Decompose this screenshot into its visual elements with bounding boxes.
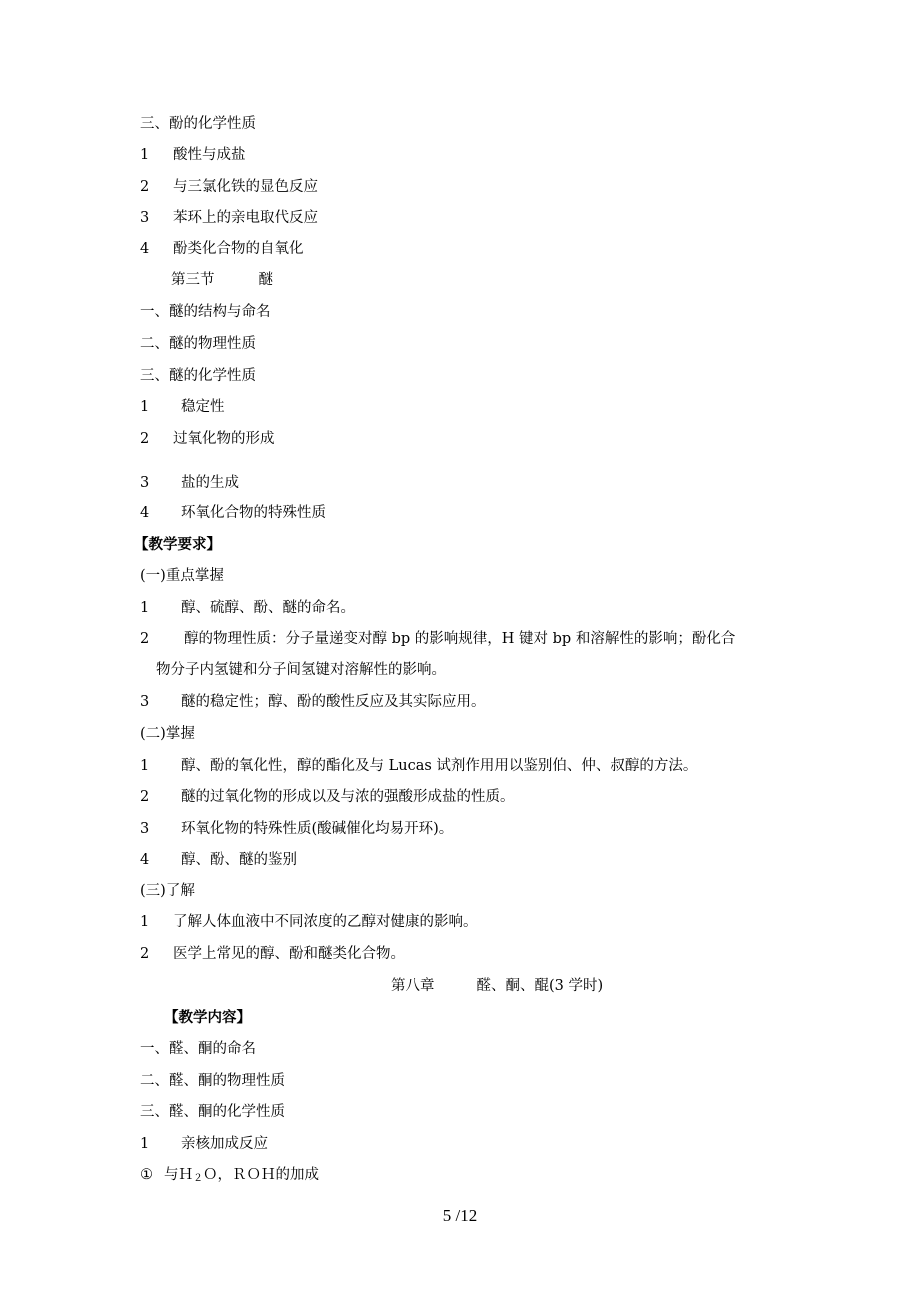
list-item: 1 亲核加成反应 [140,1136,268,1152]
list-item-continuation: 物分子内氢键和分子间氢键对溶解性的影响。 [156,662,446,678]
page-number: 5 /12 [442,1206,478,1225]
subheading-mastery: (二)掌握 [140,726,195,742]
subheading-key-mastery: (一)重点掌握 [140,568,224,584]
heading-aldehyde-naming: 一、醛、酮的命名 [140,1041,256,1057]
list-item: 4 环氧化合物的特殊性质 [140,505,326,521]
heading-teaching-requirements: 【教学要求】 [134,536,221,553]
heading-ether-chemical: 三、醚的化学性质 [140,368,256,384]
heading-ether-structure: 一、醚的结构与命名 [140,304,271,320]
list-item: 3 醚的稳定性；醇、酚的酸性反应及其实际应用。 [140,694,486,710]
heading-aldehyde-chemical: 三、醛、酮的化学性质 [140,1104,285,1120]
list-item: 3 盐的生成 [140,475,239,491]
list-item: 3 苯环上的亲电取代反应 [140,210,318,226]
list-item: 2 醇的物理性质：分子量递变对醇 bp 的影响规律，H 键对 bp 和溶解性的影响；酚化合 [140,631,736,647]
list-item: 2 过氧化物的形成 [140,431,275,447]
list-item: 1 醇、硫醇、酚、醚的命名。 [140,600,355,616]
list-item: 4 酚类化合物的自氧化 [140,241,304,257]
list-item: 2 医学上常见的醇、酚和醚类化合物。 [140,946,405,962]
list-item: 4 醇、酚、醚的鉴别 [140,852,297,868]
subheading-understand: (三)了解 [140,883,195,899]
list-item: 2 与三氯化铁的显色反应 [140,179,318,195]
heading-phenol-chemical-properties: 三、酚的化学性质 [140,116,256,132]
section-title-ether: 第三节 醚 [171,272,273,288]
chapter-title: 第八章 醛、酮、醌(3 学时) [391,978,604,994]
heading-teaching-content: 【教学内容】 [164,1009,251,1026]
list-item: ① 与Ｈ$_2$Ｏ，ＲＯＨ的加成 [140,1167,319,1184]
list-item: 1 醇、酚的氧化性，醇的酯化及与 Lucas 试剂作用用以鉴别伯、仲、叔醇的方法。 [140,758,698,774]
list-item: 1 稳定性 [140,399,225,415]
heading-ether-physical: 二、醚的物理性质 [140,336,256,352]
list-item: 3 环氧化物的特殊性质(酸碱催化均易开环)。 [140,821,454,837]
list-item: 1 了解人体血液中不同浓度的乙醇对健康的影响。 [140,914,478,930]
list-item: 2 醚的过氧化物的形成以及与浓的强酸形成盐的性质。 [140,789,515,805]
heading-aldehyde-physical: 二、醛、酮的物理性质 [140,1073,285,1089]
list-item: 1 酸性与成盐 [140,147,246,163]
